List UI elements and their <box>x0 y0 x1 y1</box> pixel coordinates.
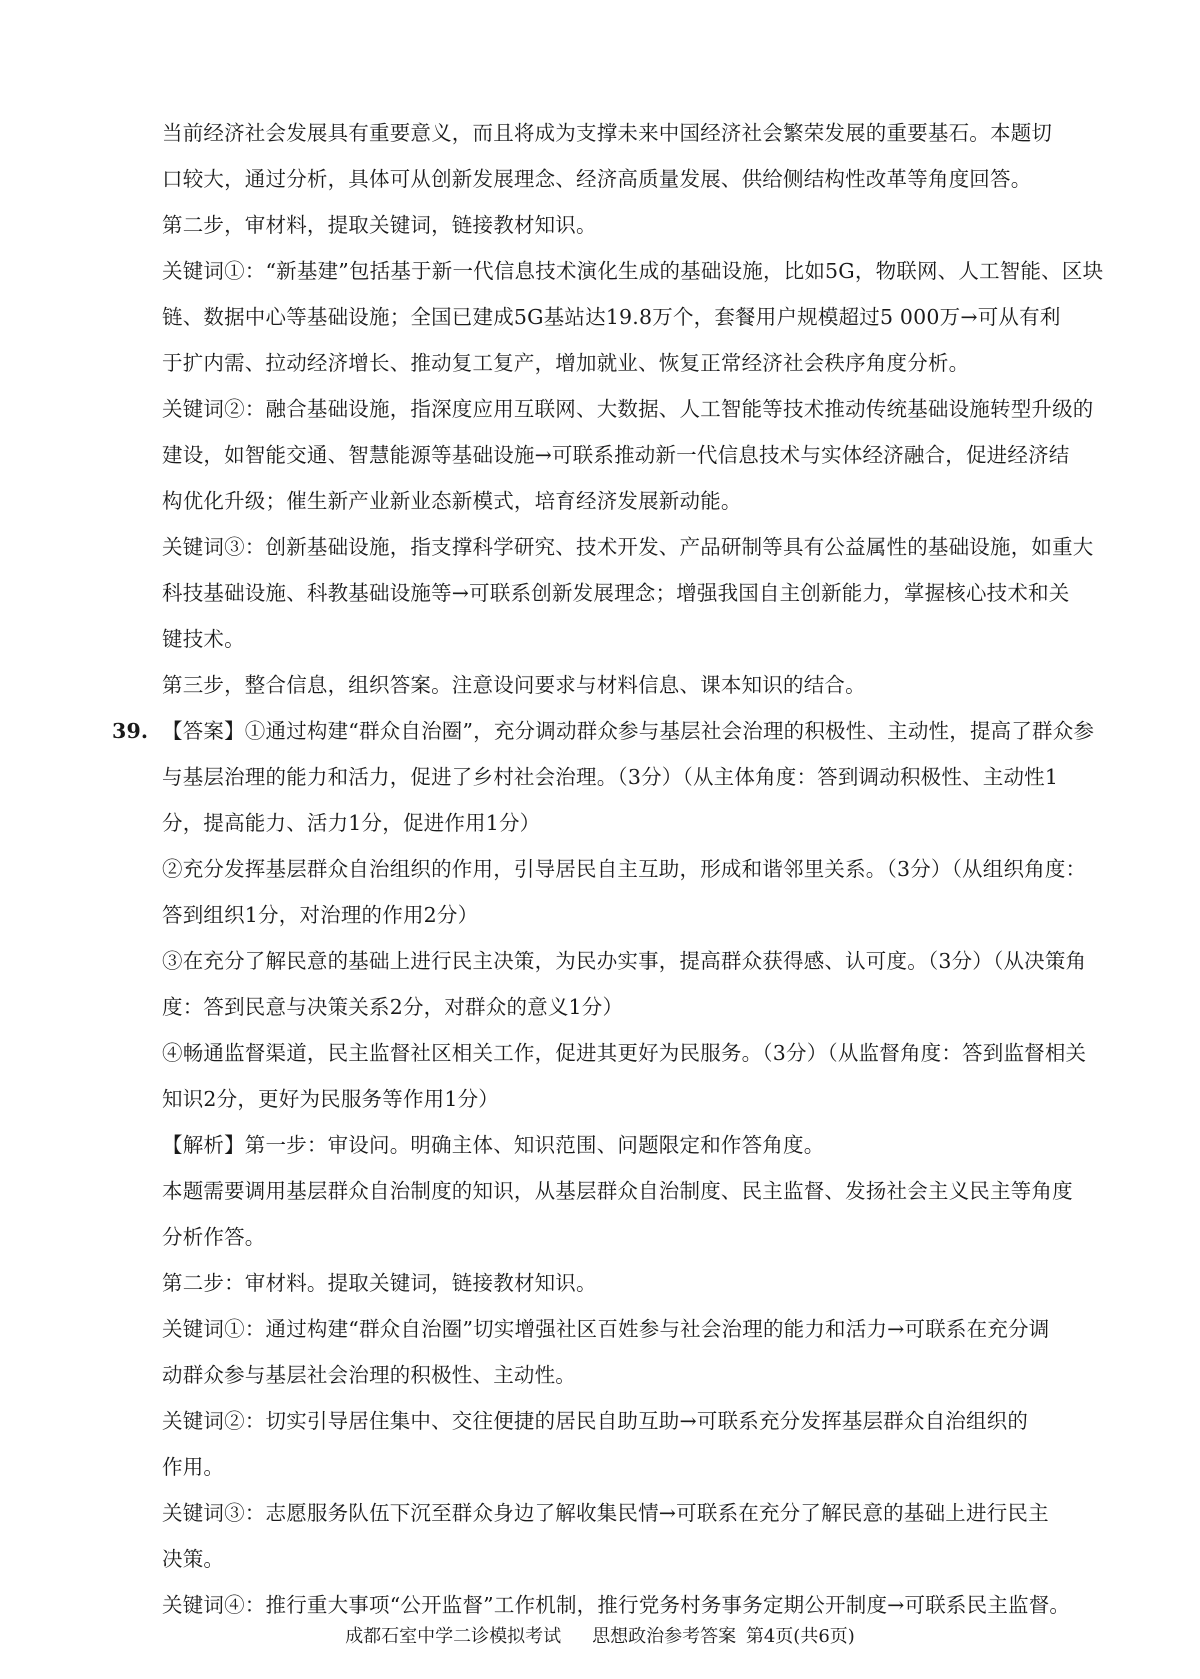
text-line: 关键词①：“新基建”包括基于新一代信息技术演化生成的基础设施，比如5G，物联网、人工智能、区块 <box>162 259 1104 283</box>
footer-exam-name: 成都石室中学二诊模拟考试 <box>345 1626 562 1647</box>
text-line: 链、数据中心等基础设施；全国已建成5G基站达19.8万个，套餐用户规模超过5 000万→可从有利 <box>162 305 1061 329</box>
text-line: 键技术。 <box>162 627 245 651</box>
text-line: 当前经济社会发展具有重要意义，而且将成为支撑未来中国经济社会繁荣发展的重要基石。本题切 <box>162 121 1053 145</box>
answer-line: 【答案】①通过构建“群众自治圈”，充分调动群众参与基层社会治理的积极性、主动性，提高了群众参 <box>162 719 1095 743</box>
text-line: ③在充分了解民意的基础上进行民主决策，为民办实事，提高群众获得感、认可度。（3分）（从决策角 <box>162 949 1087 973</box>
text-line <box>112 708 1095 754</box>
text-line: 第二步：审材料。提取关键词，链接教材知识。 <box>162 1271 597 1295</box>
top-section <box>162 110 1104 708</box>
text-line: 第二步，审材料，提取关键词，链接教材知识。 <box>162 213 597 237</box>
question-39 <box>112 708 1095 1628</box>
text-line: 口较大，通过分析，具体可从创新发展理念、经济高质量发展、供给侧结构性改革等角度回答。 <box>162 167 1032 191</box>
text-line: 关键词①：通过构建“群众自治圈”切实增强社区百姓参与社会治理的能力和活力→可联系在充分调 <box>162 1317 1050 1341</box>
text-line: 知识2分，更好为民服务等作用1分） <box>162 1087 499 1111</box>
text-line: 决策。 <box>162 1547 225 1571</box>
text-line: 关键词②：切实引导居住集中、交往便捷的居民自助互助→可联系充分发挥基层群众自治组织的 <box>162 1409 1029 1433</box>
text-line: 第三步，整合信息，组织答案。注意设问要求与材料信息、课本知识的结合。 <box>162 673 866 697</box>
text-line: 分析作答。 <box>162 1225 266 1249</box>
text-line: 构优化升级；催生新产业新业态新模式，培育经济发展新动能。 <box>162 489 742 513</box>
text-line: 科技基础设施、科教基础设施等→可联系创新发展理念；增强我国自主创新能力，掌握核心技术和关 <box>162 581 1070 605</box>
text-line: 动群众参与基层社会治理的积极性、主动性。 <box>162 1363 576 1387</box>
text-line: ②充分发挥基层群众自治组织的作用，引导居民自主互助，形成和谐邻里关系。（3分）（从组织角度： <box>162 857 1087 881</box>
question-number: 39. <box>112 719 149 743</box>
text-line: 于扩内需、拉动经济增长、推动复工复产，增加就业、恢复正常经济社会秩序角度分析。 <box>162 351 970 375</box>
footer-subject: 思想政治参考答案 <box>592 1626 737 1647</box>
text-line: 作用。 <box>162 1455 225 1479</box>
text-line: 【解析】第一步：审设问。明确主体、知识范围、问题限定和作答角度。 <box>162 1133 825 1157</box>
text-line: ④畅通监督渠道，民主监督社区相关工作，促进其更好为民服务。（3分）（从监督角度：答到监督相关 <box>162 1041 1087 1065</box>
text-line: 本题需要调用基层群众自治制度的知识，从基层群众自治制度、民主监督、发扬社会主义民主等角度 <box>162 1179 1073 1203</box>
page-footer <box>0 1625 1200 1649</box>
text-line: 关键词②：融合基础设施，指深度应用互联网、大数据、人工智能等技术推动传统基础设施转型升级的 <box>162 397 1094 421</box>
text-line: 建设，如智能交通、智慧能源等基础设施→可联系推动新一代信息技术与实体经济融合，促进经济结 <box>162 443 1070 467</box>
page-content <box>112 110 1104 1628</box>
text-line: 度：答到民意与决策关系2分，对群众的意义1分） <box>162 995 624 1019</box>
text-line: 关键词③：创新基础设施，指支撑科学研究、技术开发、产品研制等具有公益属性的基础设施，如重大 <box>162 535 1094 559</box>
text-line: 关键词③：志愿服务队伍下沉至群众身边了解收集民情→可联系在充分了解民意的基础上进行民主 <box>162 1501 1049 1525</box>
text-line: 分，提高能力、活力1分，促进作用1分） <box>162 811 541 835</box>
text-line: 与基层治理的能力和活力，促进了乡村社会治理。（3分）（从主体角度：答到调动积极性、主动性1 <box>162 765 1059 789</box>
text-line: 关键词④：推行重大事项“公开监督”工作机制，推行党务村务事务定期公开制度→可联系民主监督。 <box>162 1593 1071 1617</box>
text-line: 答到组织1分，对治理的作用2分） <box>162 903 479 927</box>
footer-page-number: 第4页(共6页) <box>745 1626 855 1647</box>
